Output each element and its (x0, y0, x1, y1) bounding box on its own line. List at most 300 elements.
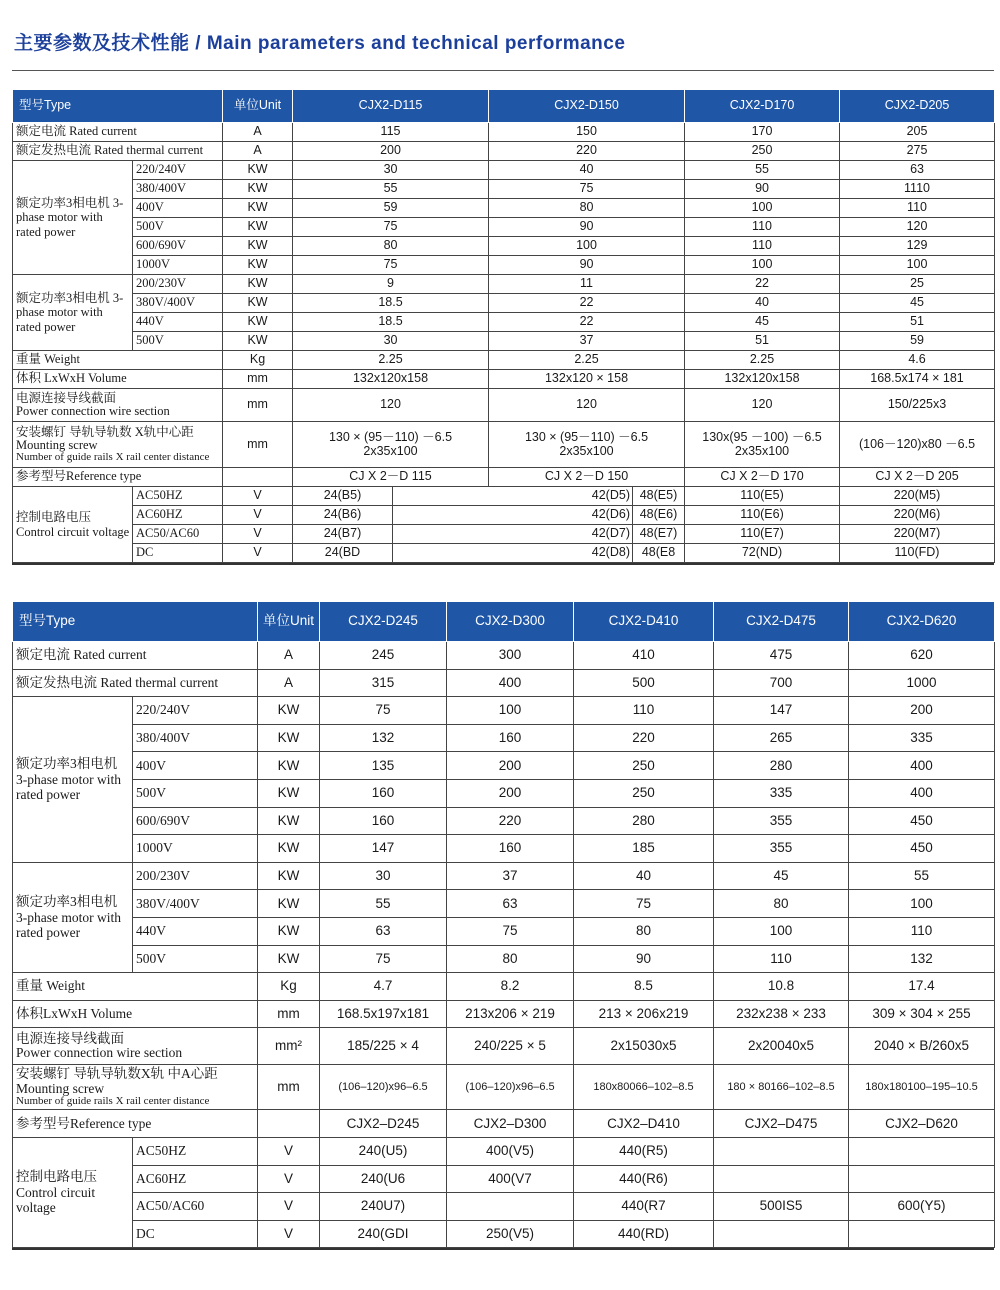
voltage-label: 380V/400V (133, 890, 258, 918)
value-cell: 180 × 80166–102–8.5 (714, 1065, 849, 1110)
value-cell: 40 (489, 161, 685, 180)
table-row (13, 917, 995, 945)
unit-cell: KW (258, 752, 320, 780)
row-group-label-control: 控制电路电压 Control circuit voltage (13, 1137, 133, 1247)
value-cell: 240(U5) (320, 1137, 447, 1165)
value-cell: 500IS5 (714, 1193, 849, 1221)
row-group-label-power-b: 额定功率3相电机 3-phase motor with rated power (13, 275, 133, 351)
value-cell: 2040 × B/260x5 (849, 1028, 995, 1065)
voltage-label: 500V (133, 779, 258, 807)
value-cell: 400(V5) (447, 1137, 574, 1165)
table-header-row (13, 602, 995, 642)
value-cell: 100 (840, 256, 995, 275)
value-cell: 40 (574, 862, 714, 890)
value-cell: 45 (840, 294, 995, 313)
value-cell: 115 (293, 123, 489, 142)
voltage-label: 600/690V (133, 237, 223, 256)
value-cell: 51 (840, 313, 995, 332)
value-cell: 2.25 (293, 351, 489, 370)
value-cell: 120 (489, 389, 685, 422)
table-row (13, 468, 995, 487)
table-row (13, 142, 995, 161)
value-cell: 160 (320, 779, 447, 807)
table-row (13, 370, 995, 389)
value-cell: 37 (489, 332, 685, 351)
value-cell: 24(BD (293, 544, 393, 563)
value-cell: 8.2 (447, 973, 574, 1001)
table-2-bottom-rule (12, 1248, 994, 1250)
row-label-rated-current: 额定电流 Rated current (13, 642, 258, 670)
value-cell: 63 (840, 161, 995, 180)
value-cell: 700 (714, 669, 849, 697)
model-header: CJX2-D410 (574, 602, 714, 642)
value-cell: 147 (714, 697, 849, 725)
value-cell: 245 (320, 642, 447, 670)
parameters-table-2 (12, 601, 995, 1248)
table-row (13, 1110, 995, 1138)
value-cell: 280 (574, 807, 714, 835)
voltage-label: 380/400V (133, 180, 223, 199)
value-cell: 213x206 × 219 (447, 1000, 574, 1028)
model-header: CJX2-D300 (447, 602, 574, 642)
voltage-label: 220/240V (133, 697, 258, 725)
row-group-label-power-a: 额定功率3相电机 3-phase motor with rated power (13, 161, 133, 275)
value-cell: 132 (320, 724, 447, 752)
value-cell (685, 422, 840, 468)
table-row (13, 313, 995, 332)
value-cell: 9 (293, 275, 489, 294)
unit-cell: KW (258, 724, 320, 752)
table-row (13, 237, 995, 256)
value-cell: 132x120 × 158 (489, 370, 685, 389)
value-cell: 335 (849, 724, 995, 752)
unit-cell: mm² (258, 1028, 320, 1065)
wire-label-en: Power connection wire section (16, 1045, 183, 1061)
value-cell: 4.7 (320, 973, 447, 1001)
type-header: 型号Type (13, 90, 223, 123)
value-cell: 100 (685, 256, 840, 275)
mount-label-en-sub: Number of guide rails X rail center distance (16, 450, 210, 463)
voltage-label: AC50HZ (133, 487, 223, 506)
row-label-thermal-current: 额定发热电流 Rated thermal current (13, 669, 258, 697)
voltage-label: 440V (133, 313, 223, 332)
value-cell: 80 (489, 199, 685, 218)
model-header: CJX2-D170 (685, 90, 840, 123)
row-label-wire-section (13, 1028, 258, 1065)
value-cell: 250 (574, 779, 714, 807)
value-cell: 265 (714, 724, 849, 752)
unit-cell: mm (223, 422, 293, 468)
value-cell: 40 (685, 294, 840, 313)
value-cell: 59 (840, 332, 995, 351)
voltage-label: AC60HZ (133, 1165, 258, 1193)
mount-label-en: Mounting screw (16, 1080, 105, 1096)
value-cell: 18.5 (293, 313, 489, 332)
voltage-label: 500V (133, 218, 223, 237)
unit-cell: A (258, 642, 320, 670)
value-cell: 220(M6) (840, 506, 995, 525)
row-label-weight: 重量 Weight (13, 351, 223, 370)
unit-cell: V (258, 1165, 320, 1193)
voltage-label: 600/690V (133, 807, 258, 835)
model-header: CJX2-D205 (840, 90, 995, 123)
value-cell: 42(D6) (393, 506, 633, 525)
unit-cell: V (223, 506, 293, 525)
value-cell: 185/225 × 4 (320, 1028, 447, 1065)
table-row (13, 544, 995, 563)
voltage-label: DC (133, 1220, 258, 1248)
value-cell: 80 (714, 890, 849, 918)
value-cell: 110(E5) (685, 487, 840, 506)
unit-cell: KW (258, 697, 320, 725)
voltage-label: 500V (133, 332, 223, 351)
table-row (13, 294, 995, 313)
wire-label-cn: 电源连接导线截面 (16, 1031, 124, 1047)
title-divider (12, 70, 994, 71)
value-cell: 10.8 (714, 973, 849, 1001)
unit-cell: mm (258, 1065, 320, 1110)
value-cell: (106–120)x96–6.5 (320, 1065, 447, 1110)
table-row (13, 697, 995, 725)
value-cell: 1110 (840, 180, 995, 199)
value-cell: 42(D5) (393, 487, 633, 506)
value-cell: 180x80066–102–8.5 (574, 1065, 714, 1110)
value-cell: 80 (293, 237, 489, 256)
unit-cell: V (258, 1193, 320, 1221)
table-row (13, 1028, 995, 1065)
unit-cell: KW (258, 835, 320, 863)
value-cell (840, 422, 995, 468)
mount-label-en: Mounting screw (16, 437, 98, 452)
voltage-label: 1000V (133, 835, 258, 863)
voltage-label: DC (133, 544, 223, 563)
unit-cell: V (223, 487, 293, 506)
value-cell: 147 (320, 835, 447, 863)
value-cell: 150 (489, 123, 685, 142)
value-cell: 2.25 (685, 351, 840, 370)
value-cell: 355 (714, 807, 849, 835)
value-cell: 110 (685, 218, 840, 237)
value-cell: 232x238 × 233 (714, 1000, 849, 1028)
value-cell: 55 (293, 180, 489, 199)
table-header-row (13, 90, 995, 123)
value-cell: 48(E8 (633, 544, 685, 563)
value-cell: 22 (489, 313, 685, 332)
unit-cell: V (258, 1220, 320, 1248)
value-cell: 275 (840, 142, 995, 161)
row-label-weight: 重量 Weight (13, 973, 258, 1001)
value-cell: (106–120)x96–6.5 (447, 1065, 574, 1110)
value-cell (849, 1165, 995, 1193)
table-row (13, 351, 995, 370)
value-cell (714, 1165, 849, 1193)
value-cell: CJX2–D245 (320, 1110, 447, 1138)
table-row (13, 525, 995, 544)
value-cell: 55 (320, 890, 447, 918)
value-cell: 110 (849, 917, 995, 945)
value-cell: 170 (685, 123, 840, 142)
value-cell: 22 (489, 294, 685, 313)
value-cell: 220(M5) (840, 487, 995, 506)
unit-cell: V (258, 1137, 320, 1165)
value-cell: 18.5 (293, 294, 489, 313)
value-cell: 37 (447, 862, 574, 890)
model-header: CJX2-D475 (714, 602, 849, 642)
table-row (13, 1193, 995, 1221)
value-cell (447, 1193, 574, 1221)
value-cell: 315 (320, 669, 447, 697)
value-cell: 100 (489, 237, 685, 256)
value-cell: 100 (849, 890, 995, 918)
value-cell: 450 (849, 807, 995, 835)
value-cell: 160 (447, 724, 574, 752)
table-row (13, 199, 995, 218)
mount-label-en-sub: Number of guide rails X rail center distance (16, 1094, 210, 1107)
value-cell: CJX2–D410 (574, 1110, 714, 1138)
value-cell: 240/225 × 5 (447, 1028, 574, 1065)
table-row (13, 389, 995, 422)
value-cell: 59 (293, 199, 489, 218)
value-cell: 250 (685, 142, 840, 161)
voltage-label: 220/240V (133, 161, 223, 180)
value-cell: 205 (840, 123, 995, 142)
unit-cell: mm (258, 1000, 320, 1028)
parameters-table-1 (12, 89, 995, 487)
value-cell: 132 (849, 945, 995, 973)
unit-cell: Kg (258, 973, 320, 1001)
value-cell: 48(E6) (633, 506, 685, 525)
value-cell: 220 (574, 724, 714, 752)
table-1-bottom-rule (12, 563, 994, 565)
value-cell: 24(B5) (293, 487, 393, 506)
unit-cell: mm (223, 370, 293, 389)
value-cell: 42(D8) (393, 544, 633, 563)
value-cell: 335 (714, 779, 849, 807)
value-cell (714, 1137, 849, 1165)
voltage-label: 200/230V (133, 862, 258, 890)
mount-line: 2x35x100 (559, 443, 614, 458)
value-cell: 63 (320, 917, 447, 945)
value-cell: 185 (574, 835, 714, 863)
value-cell: 240(GDI (320, 1220, 447, 1248)
value-cell: 11 (489, 275, 685, 294)
table-row (13, 669, 995, 697)
unit-cell: KW (223, 313, 293, 332)
unit-cell: mm (223, 389, 293, 422)
value-cell: 55 (849, 862, 995, 890)
mount-line: (106－120)x80 －6.5 (858, 436, 976, 451)
row-label-thermal-current: 额定发热电流 Rated thermal current (13, 142, 223, 161)
table-row (13, 724, 995, 752)
table-row (13, 422, 995, 468)
value-cell: 75 (293, 256, 489, 275)
value-cell: 129 (840, 237, 995, 256)
unit-cell: KW (258, 779, 320, 807)
unit-cell: KW (258, 862, 320, 890)
unit-cell: A (258, 669, 320, 697)
table-row (13, 973, 995, 1001)
value-cell (849, 1137, 995, 1165)
value-cell: 110(E6) (685, 506, 840, 525)
unit-cell: V (223, 525, 293, 544)
table-row (13, 256, 995, 275)
value-cell: 440(R6) (574, 1165, 714, 1193)
value-cell: 120 (293, 389, 489, 422)
value-cell: 400 (849, 779, 995, 807)
value-cell (489, 422, 685, 468)
type-header: 型号Type (13, 602, 258, 642)
table-row (13, 487, 995, 506)
value-cell: 90 (574, 945, 714, 973)
value-cell: 120 (840, 218, 995, 237)
table-row (13, 332, 995, 351)
value-cell: 220 (489, 142, 685, 161)
unit-cell (223, 468, 293, 487)
voltage-label: 1000V (133, 256, 223, 275)
unit-cell: KW (258, 917, 320, 945)
value-cell: 200 (447, 779, 574, 807)
value-cell: CJX2–D475 (714, 1110, 849, 1138)
mount-line: 130 × (95－110) －6.5 (524, 430, 649, 445)
value-cell: 132x120x158 (685, 370, 840, 389)
mount-line: 130x(95 －100) －6.5 (702, 430, 822, 445)
model-header: CJX2-D245 (320, 602, 447, 642)
voltage-label: 380V/400V (133, 294, 223, 313)
value-cell: 2x20040x5 (714, 1028, 849, 1065)
table-row (13, 123, 995, 142)
value-cell: 45 (714, 862, 849, 890)
value-cell: 110 (714, 945, 849, 973)
row-label-reference: 参考型号Reference type (13, 468, 223, 487)
value-cell: 135 (320, 752, 447, 780)
table-row (13, 275, 995, 294)
value-cell: 213 × 206x219 (574, 1000, 714, 1028)
unit-cell: V (223, 544, 293, 563)
mount-label-cn: 安装螺钉 导轨导轨数 X轨中心距 (16, 424, 194, 439)
value-cell: 75 (293, 218, 489, 237)
value-cell: CJ X 2－D 205 (840, 468, 995, 487)
unit-cell: KW (223, 218, 293, 237)
value-cell: 400 (447, 669, 574, 697)
value-cell: 160 (320, 807, 447, 835)
value-cell: 24(B6) (293, 506, 393, 525)
value-cell: 240U7) (320, 1193, 447, 1221)
value-cell: 17.4 (849, 973, 995, 1001)
value-cell: 220(M7) (840, 525, 995, 544)
value-cell: 200 (849, 697, 995, 725)
value-cell: 132x120x158 (293, 370, 489, 389)
voltage-label: 400V (133, 752, 258, 780)
table-row (13, 862, 995, 890)
wire-label-cn: 电源连接导线截面 (16, 390, 117, 405)
table-row (13, 1220, 995, 1248)
value-cell (714, 1220, 849, 1248)
value-cell: 220 (447, 807, 574, 835)
value-cell: 309 × 304 × 255 (849, 1000, 995, 1028)
value-cell: 48(E5) (633, 487, 685, 506)
mount-line: 130 × (95－110) －6.5 (328, 430, 453, 445)
value-cell: 100 (685, 199, 840, 218)
value-cell: 240(U6 (320, 1165, 447, 1193)
row-label-volume: 体积LxWxH Volume (13, 1000, 258, 1028)
value-cell: CJX2–D620 (849, 1110, 995, 1138)
value-cell: 75 (320, 945, 447, 973)
voltage-label: AC50/AC60 (133, 525, 223, 544)
value-cell: 72(ND) (685, 544, 840, 563)
value-cell: 2.25 (489, 351, 685, 370)
control-voltage-table-1 (12, 486, 995, 563)
value-cell: 90 (489, 218, 685, 237)
voltage-label: 400V (133, 199, 223, 218)
voltage-label: 380/400V (133, 724, 258, 752)
table-row (13, 752, 995, 780)
table-row (13, 835, 995, 863)
value-cell: 500 (574, 669, 714, 697)
value-cell: 100 (447, 697, 574, 725)
value-cell (293, 422, 489, 468)
value-cell: 200 (447, 752, 574, 780)
value-cell: 100 (714, 917, 849, 945)
unit-cell: A (223, 123, 293, 142)
value-cell: 110(FD) (840, 544, 995, 563)
table-row (13, 1000, 995, 1028)
table-row (13, 506, 995, 525)
row-group-label-power-b: 额定功率3相电机 3-phase motor with rated power (13, 862, 133, 972)
row-label-reference: 参考型号Reference type (13, 1110, 258, 1138)
value-cell: CJ X 2－D 115 (293, 468, 489, 487)
value-cell: 120 (685, 389, 840, 422)
value-cell: 48(E7) (633, 525, 685, 544)
value-cell: 4.6 (840, 351, 995, 370)
table-row (13, 218, 995, 237)
value-cell: 75 (447, 917, 574, 945)
table-row (13, 642, 995, 670)
value-cell: 75 (320, 697, 447, 725)
unit-cell (258, 1110, 320, 1138)
value-cell: 30 (293, 161, 489, 180)
unit-cell: A (223, 142, 293, 161)
row-group-label-control: 控制电路电压 Control circuit voltage (13, 487, 133, 563)
unit-header: 单位Unit (223, 90, 293, 123)
unit-cell: KW (223, 237, 293, 256)
value-cell: 168.5x197x181 (320, 1000, 447, 1028)
value-cell: 80 (574, 917, 714, 945)
table-row (13, 779, 995, 807)
value-cell: 600(Y5) (849, 1193, 995, 1221)
value-cell: 42(D7) (393, 525, 633, 544)
unit-cell: Kg (223, 351, 293, 370)
value-cell: 410 (574, 642, 714, 670)
mount-line: 2x35x100 (734, 443, 790, 458)
table-row (13, 890, 995, 918)
value-cell: 45 (685, 313, 840, 332)
value-cell: 400(V7 (447, 1165, 574, 1193)
value-cell: 168.5x174 × 181 (840, 370, 995, 389)
value-cell: 30 (293, 332, 489, 351)
table-row (13, 161, 995, 180)
value-cell: 620 (849, 642, 995, 670)
value-cell: CJ X 2－D 150 (489, 468, 685, 487)
row-label-rated-current: 额定电流 Rated current (13, 123, 223, 142)
table-row (13, 945, 995, 973)
value-cell: 1000 (849, 669, 995, 697)
value-cell: 2x15030x5 (574, 1028, 714, 1065)
wire-label-en: Power connection wire section (16, 404, 170, 418)
voltage-label: 200/230V (133, 275, 223, 294)
row-label-mounting (13, 1065, 258, 1110)
voltage-label: 500V (133, 945, 258, 973)
value-cell: 51 (685, 332, 840, 351)
